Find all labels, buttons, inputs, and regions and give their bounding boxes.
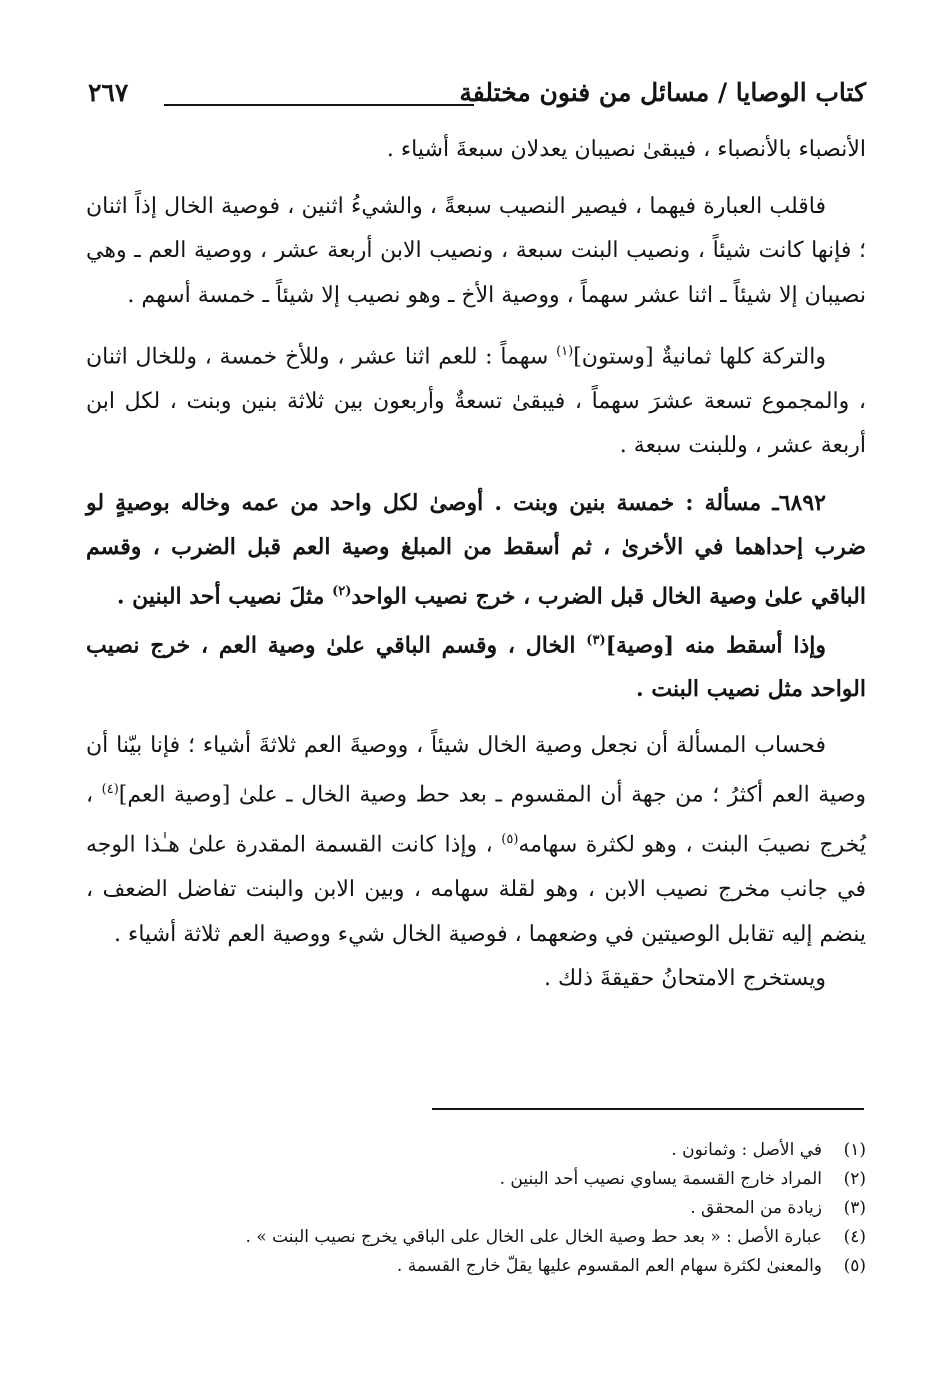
footnote-ref-5: (٥) [501,832,519,848]
condition-text-a: وإذا أسقط منه [وصية] [605,631,826,658]
footnote-item [86,1223,866,1252]
footnote-text: زيادة من المحقق . [690,1198,822,1218]
page-number: ٢٦٧ [88,78,129,107]
footnote-number: (٣) [843,1198,866,1218]
footnote-ref-2: (٢) [332,583,352,599]
problem-text-a: ٦٨٩٢ـ مسألة : خمسة بنين وبنت . أوصىٰ لكل واحد من عمه وخاله بوصيةٍ لو ضرب إحداهما في الأخرىٰ ، ثم أسقط من المبلغ وصية العم قبل الضرب ، وقسم الباقي علىٰ وصية الخال قبل الضرب ، خرج نصيب الواحد [86,489,866,610]
footnote-ref-3: (٣) [586,632,606,648]
paragraph-problem [86,481,866,619]
main-text [86,128,866,1002]
footnote-item [86,1136,866,1165]
footnote-text: في الأصل : وثمانون . [671,1140,822,1160]
footnote-number: (١) [843,1140,866,1160]
estate-text-a: والتركة كلها ثمانيةٌ [وستون] [573,344,826,370]
paragraph-closing: ويستخرج الامتحانُ حقيقةَ ذلك . [544,966,826,992]
header-rule [164,104,474,106]
condition-text-b: الخال ، وقسم الباقي علىٰ وصية العم ، خرج نصيب الواحد مثل نصيب البنت . [86,631,866,703]
paragraph-calculation: فاقلب العبارة فيهما ، فيصير النصيب سبعةً ، والشيءُ اثنين ، فوصية الخال إذاً اثنان ؛ فإنها كانت شيئاً ، ونصيب البنت سبعة ، ونصيب الابن أربعة عشر ، ووصية العم ـ وهي نصيبان إلا شيئاً ـ اثنا عشر سهماً ، ووصية الأخ ـ وهو نصيب إلا شيئاً ـ خمسة أسهم . [86,193,866,308]
paragraph-condition [86,619,866,712]
footnote-item [86,1194,866,1223]
running-header [88,78,866,120]
solution-text-b: ، يُخرج نصيبَ البنت ، وهو لكثرة سهامه [86,782,866,858]
solution-text-a: فحساب المسألة أن نجعل وصية الخال شيئاً ، ووصيةَ العم ثلاثةَ أشياء ؛ فإنا بيّنا أن وصية العم أكثرُ ؛ من جهة أن المقسوم ـ بعد حط وصية الخال ـ علىٰ [وصية العم] [86,732,866,808]
footnote-separator [432,1108,864,1110]
paragraph-estate [86,330,866,469]
estate-text-b: سهماً : للعم اثنا عشر ، وللأخ خمسة ، وللخال اثنان ، والمجموع تسعة عشرَ سهماً ، فيبقىٰ تسعةٌ وأربعون بين ثلاثة بنين وبنت ، لكل ابن أربعة عشر ، وللبنت سبعة . [86,344,866,459]
footnote-ref-4: (٤) [101,782,119,798]
footnote-item [86,1252,866,1281]
problem-text-b: مثلَ نصيب أحد البنين . [116,583,333,610]
running-title: كتاب الوصايا / مسائل من فنون مختلفة [459,78,866,107]
footnote-number: (٢) [843,1169,866,1189]
paragraph-solution [86,724,866,957]
paragraph-continuation: الأنصباء بالأنصباء ، فيبقىٰ نصيبان يعدلان سبعةَ أشياء . [386,137,866,162]
footnote-text: والمعنىٰ لكثرة سهام العم المقسوم عليها يقلّ خارج القسمة . [396,1256,822,1276]
footnote-number: (٤) [843,1227,866,1247]
footnote-ref-1: (١) [556,344,574,359]
footnote-text: المراد خارج القسمة يساوي نصيب أحد البنين . [499,1169,822,1189]
footnotes [86,1136,866,1281]
footnote-text: عبارة الأصل : « بعد حط وصية الخال على الخال على الباقي يخرج نصيب البنت » . [245,1227,822,1247]
solution-text-c: ، وإذا كانت القسمة المقدرة علىٰ هـٰذا الوجه في جانب مخرج نصيب الابن ، وهو لقلة سهامه ، وبين الابن والبنت تفاضل الضعف ، ينضم إليه تقابل الوصيتين في وضعهما ، فوصية الخال شيء ووصية العم ثلاثة أشياء . [86,832,866,947]
footnote-item [86,1165,866,1194]
footnote-number: (٥) [843,1256,866,1276]
